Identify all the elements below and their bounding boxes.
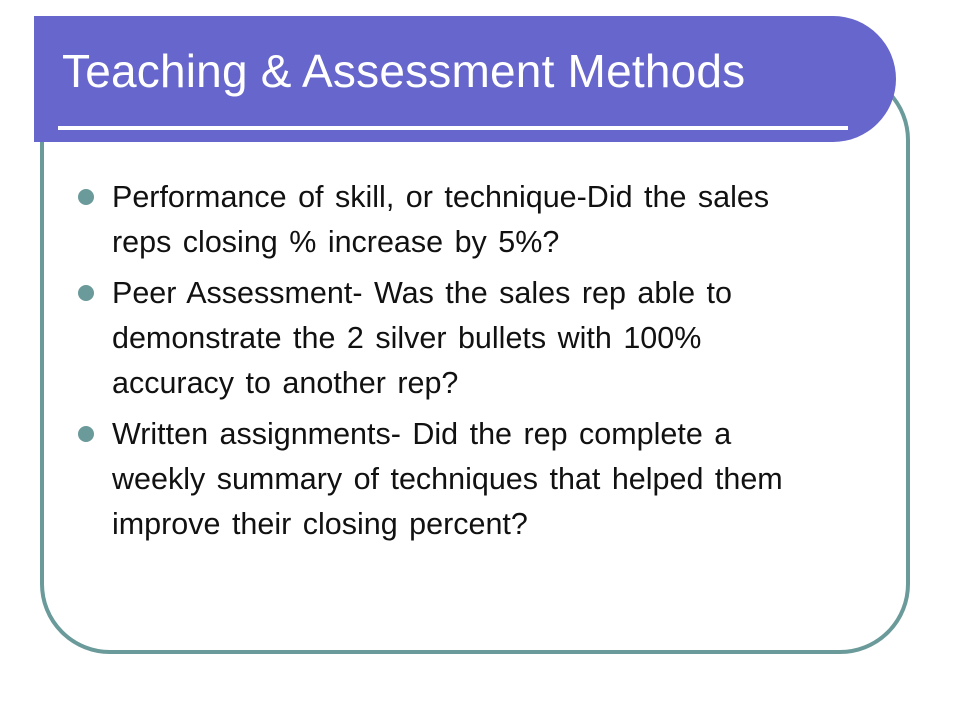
bullet-item-performance: [78, 175, 818, 265]
bullet-dot-icon: [78, 426, 94, 442]
bullet-list: [78, 175, 818, 553]
bullet-text: Written assignments- Did the rep complete a weekly summary of techniques that helped them improve their closing percent?: [112, 417, 783, 541]
bullet-text: Performance of skill, or technique-Did the sales reps closing % increase by 5%?: [112, 180, 770, 259]
bullet-text: Peer Assessment- Was the sales rep able to demonstrate the 2 silver bullets with 100% accuracy to another rep?: [112, 276, 732, 400]
bullet-dot-icon: [78, 285, 94, 301]
bullet-item-written-assignments: [78, 412, 818, 547]
bullet-dot-icon: [78, 189, 94, 205]
title-underline: [58, 126, 848, 130]
slide-title: Teaching & Assessment Methods: [62, 45, 746, 97]
bullet-item-peer-assessment: [78, 271, 818, 406]
